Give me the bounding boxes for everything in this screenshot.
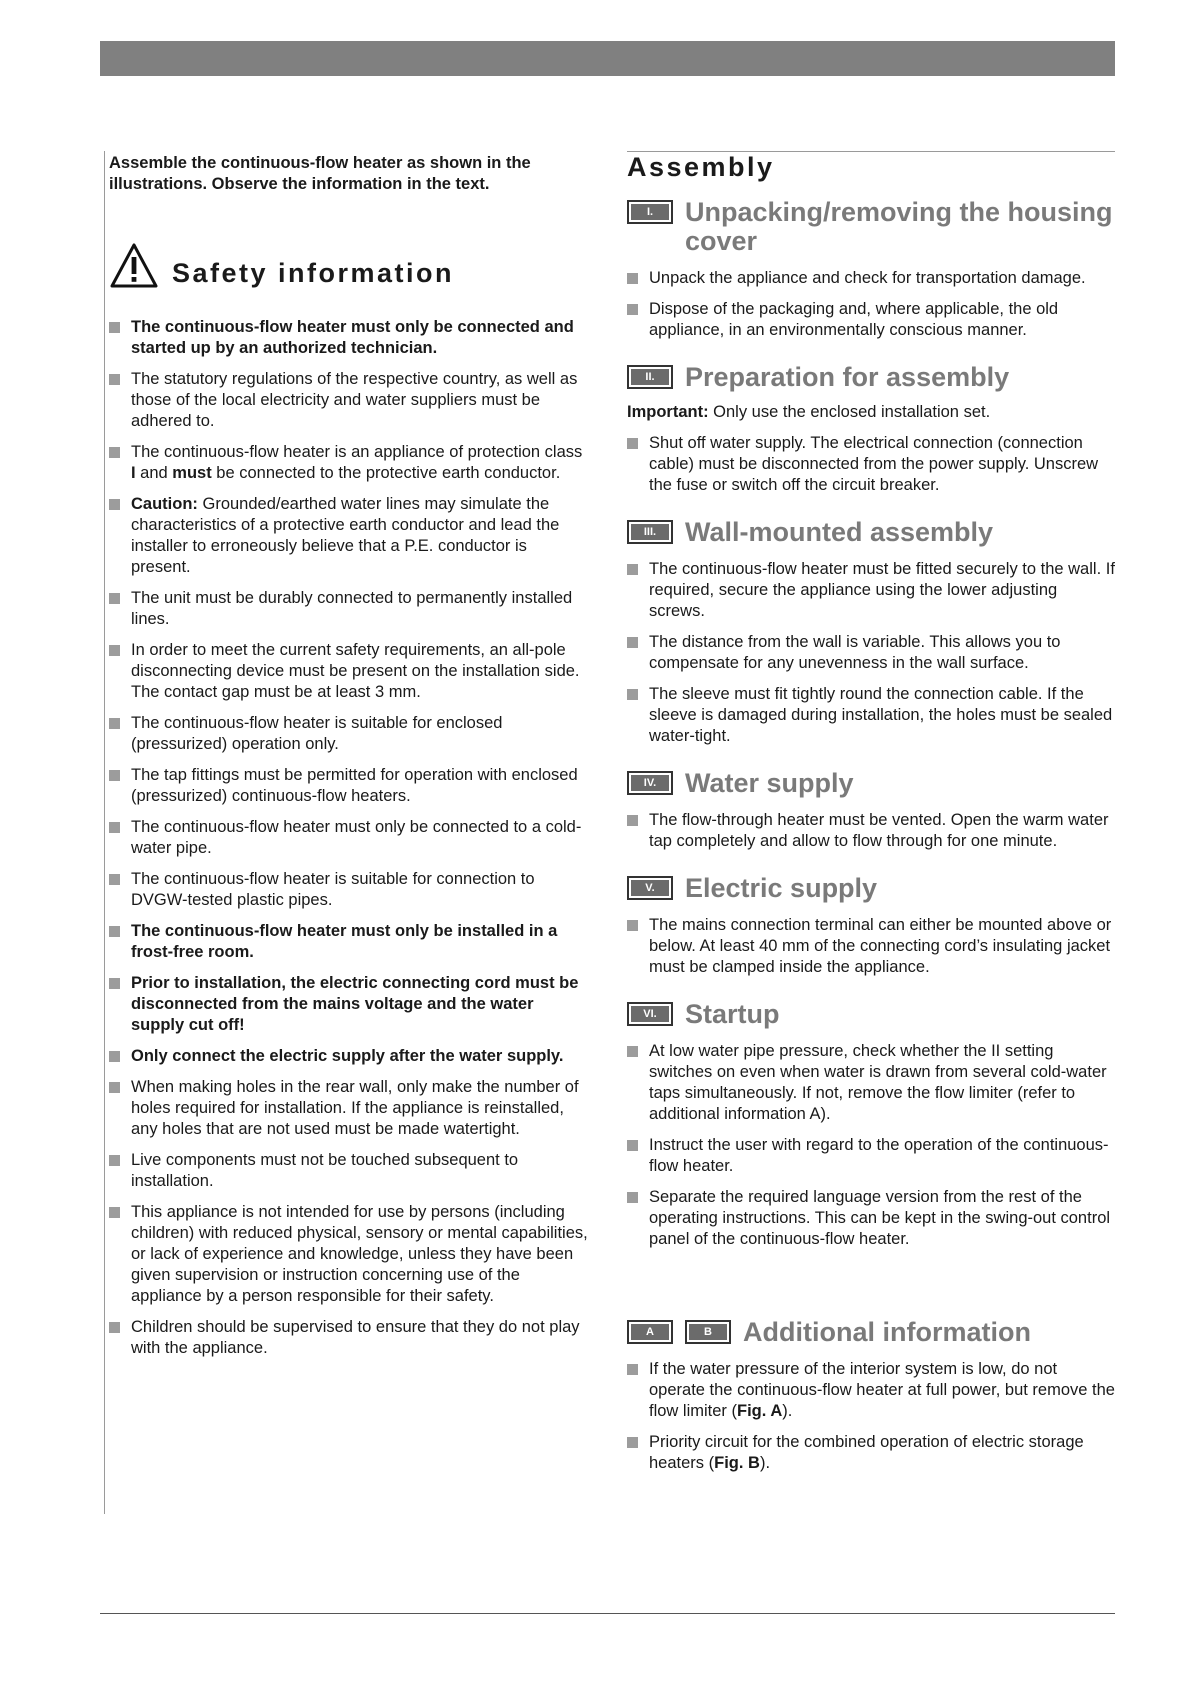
- section-title: Additional information: [743, 1317, 1031, 1347]
- intro-text: Assemble the continuous-flow heater as shown in the illustrations. Observe the information in the text.: [109, 154, 531, 193]
- list-item-text: Shut off water supply. The electrical connection (connection cable) must be disconnected from the power supply. Unscrew the fuse or switch off the circuit breaker.: [649, 434, 1099, 494]
- list-item-text: ).: [782, 1402, 793, 1420]
- section-list: [627, 1041, 1117, 1250]
- list-item-text: The sleeve must fit tightly round the connection cable. If the sleeve is damaged during installation, the holes must be sealed water-tight.: [649, 685, 1113, 745]
- list-item: [627, 1041, 1117, 1125]
- list-item: [627, 810, 1117, 852]
- section-heading: [627, 198, 1117, 256]
- list-item-text: Priority circuit for the combined operation of electric storage heaters (: [649, 1433, 1084, 1472]
- list-item: [109, 1077, 589, 1140]
- list-item: [627, 632, 1117, 674]
- list-item-text: Instruct the user with regard to the operation of the continuous-flow heater.: [649, 1136, 1109, 1175]
- list-item: [109, 369, 589, 432]
- footer-rule: [100, 1613, 1115, 1614]
- list-item-text: Dispose of the packaging and, where applicable, the old appliance, in an environmentally conscious manner.: [649, 300, 1059, 339]
- section-title: Wall-mounted assembly: [685, 517, 994, 547]
- list-item: [109, 973, 589, 1036]
- list-item-text: Children should be supervised to ensure that they do not play with the appliance.: [131, 1318, 580, 1357]
- section-heading: [627, 1000, 1117, 1029]
- list-item-text: The mains connection terminal can either be mounted above or below. At least 40 mm of the connecting cord’s insulating jacket must be clamped inside the appliance.: [649, 916, 1112, 976]
- list-item-text: The unit must be durably connected to permanently installed lines.: [131, 589, 573, 628]
- assembly-sections: [627, 198, 1117, 1496]
- list-item: [109, 494, 589, 578]
- section-badge: IV.: [627, 771, 673, 795]
- section-list: [627, 433, 1117, 496]
- section-title: Unpacking/removing the housing cover: [685, 197, 1113, 256]
- list-item-text: Prior to installation, the electric connecting cord must be disconnected from the mains voltage and the water supply cut off!: [131, 974, 579, 1034]
- list-item: [627, 268, 1117, 289]
- section-list: [627, 915, 1117, 978]
- list-item: [109, 442, 589, 484]
- list-item: [627, 684, 1117, 747]
- list-item-text: The continuous-flow heater is suitable for connection to DVGW-tested plastic pipes.: [131, 870, 535, 909]
- section-badge: II.: [627, 365, 673, 389]
- list-item-text: Live components must not be touched subsequent to installation.: [131, 1151, 519, 1190]
- list-item: [109, 921, 589, 963]
- list-item-text: Fig. B: [714, 1454, 760, 1472]
- list-item-text: At low water pipe pressure, check whether the II setting switches on even when water is drawn from several cold-water taps simultaneously. If not, remove the flow limiter (refer to additional information A).: [649, 1042, 1107, 1123]
- list-item-text: The flow-through heater must be vented. Open the warm water tap completely and allow to flow through for one minute.: [649, 811, 1109, 850]
- list-item-text: Separate the required language version from the rest of the operating instructions. This can be kept in the swing-out control panel of the continuous-flow heater.: [649, 1188, 1111, 1248]
- assembly-title: Assembly: [627, 152, 775, 182]
- list-item: [627, 1432, 1117, 1474]
- list-item: [627, 559, 1117, 622]
- list-item: [109, 817, 589, 859]
- section-gap: [627, 1484, 1117, 1496]
- section-heading: [627, 518, 1117, 547]
- list-item-text: The tap fittings must be permitted for operation with enclosed (pressurized) continuous-flow heaters.: [131, 766, 578, 805]
- header-bar: [100, 41, 1115, 76]
- list-item-text: The statutory regulations of the respective country, as well as those of the local electricity and water suppliers must be adhered to.: [131, 370, 578, 430]
- list-item: [627, 433, 1117, 496]
- left-column: [109, 153, 589, 1369]
- section-title: Startup: [685, 999, 780, 1029]
- section-badge: B: [685, 1320, 731, 1344]
- list-item-text: This appliance is not intended for use by persons (including children) with reduced physical, sensory or mental capabilities, or lack of experience and knowledge, unless they have been given supervision or instruction concerning use of the appliance by a person responsible for their safety.: [131, 1203, 588, 1305]
- safety-heading: [109, 242, 589, 290]
- list-item-text: Fig. A: [737, 1402, 783, 1420]
- list-item: [109, 765, 589, 807]
- list-item-text: The distance from the wall is variable. This allows you to compensate for any unevenness in the wall surface.: [649, 633, 1061, 672]
- list-item: [109, 317, 589, 359]
- list-item: [627, 1135, 1117, 1177]
- list-item: [109, 1150, 589, 1192]
- list-item-text: The continuous-flow heater must only be connected and started up by an authorized technician.: [131, 318, 574, 357]
- section-heading: [627, 363, 1117, 392]
- list-item-text: When making holes in the rear wall, only make the number of holes required for installation. If the appliance is reinstalled, any holes that are not used must be made watertight.: [131, 1078, 579, 1138]
- list-item: [109, 1202, 589, 1307]
- list-item: [627, 915, 1117, 978]
- list-item: [627, 1359, 1117, 1422]
- section-title: Preparation for assembly: [685, 362, 1010, 392]
- list-item-text: Caution:: [131, 495, 198, 513]
- list-item: [109, 869, 589, 911]
- list-item-text: The continuous-flow heater is an appliance of protection class: [131, 443, 583, 461]
- list-item-text: The continuous-flow heater must only be connected to a cold-water pipe.: [131, 818, 582, 857]
- section-heading: [627, 769, 1117, 798]
- section-list: [627, 268, 1117, 341]
- list-item-text: Grounded/earthed water lines may simulate the characteristics of a protective earth conductor and lead the installer to erroneously believe that a P.E. conductor is present.: [131, 495, 560, 576]
- section-list: [627, 810, 1117, 852]
- important-label: Important:: [627, 403, 709, 421]
- safety-title: Safety information: [172, 258, 455, 288]
- list-item: [627, 299, 1117, 341]
- section-spacer: [627, 1272, 1117, 1318]
- right-column: [627, 150, 1117, 1496]
- section-title: Water supply: [685, 768, 854, 798]
- list-item: [109, 588, 589, 630]
- list-item-text: The continuous-flow heater must be fitted securely to the wall. If required, secure the appliance using the lower adjusting screws.: [649, 560, 1115, 620]
- list-item-text: The continuous-flow heater is suitable for enclosed (pressurized) operation only.: [131, 714, 503, 753]
- list-item: [109, 640, 589, 703]
- list-item: [109, 1046, 589, 1067]
- section-list: [627, 1359, 1117, 1474]
- safety-list: [109, 317, 589, 1359]
- list-item-text: The continuous-flow heater must only be installed in a frost-free room.: [131, 922, 558, 961]
- warning-triangle-icon: [109, 242, 159, 290]
- section-badge: III.: [627, 520, 673, 544]
- list-item-text: must: [172, 464, 212, 482]
- list-item-text: Only connect the electric supply after the water supply.: [131, 1047, 564, 1065]
- section-badge: I.: [627, 200, 673, 224]
- list-item-text: If the water pressure of the interior system is low, do not operate the continuous-flow heater at full power, but remove the flow limiter (: [649, 1360, 1115, 1420]
- important-note: [627, 402, 1117, 423]
- important-text: Only use the enclosed installation set.: [708, 403, 991, 421]
- section-heading: [627, 1318, 1117, 1347]
- section-list: [627, 559, 1117, 747]
- section-badge: A: [627, 1320, 673, 1344]
- list-item-text: In order to meet the current safety requirements, an all-pole disconnecting device must be present on the installation side. The contact gap must be at least 3 mm.: [131, 641, 580, 701]
- section-heading: [627, 874, 1117, 903]
- list-item: [109, 713, 589, 755]
- section-title: Electric supply: [685, 873, 878, 903]
- list-item: [109, 1317, 589, 1359]
- list-item-text: be connected to the protective earth conductor.: [211, 464, 561, 482]
- list-item-text: ).: [759, 1454, 771, 1472]
- section-gap: [627, 1260, 1117, 1272]
- section-badge: V.: [627, 876, 673, 900]
- list-item-text: Unpack the appliance and check for transportation damage.: [649, 269, 1086, 287]
- list-item: [627, 1187, 1117, 1250]
- section-badge: VI.: [627, 1002, 673, 1026]
- list-item-text: I: [131, 464, 136, 482]
- column-divider: [104, 151, 105, 1514]
- list-item-text: and: [135, 464, 173, 482]
